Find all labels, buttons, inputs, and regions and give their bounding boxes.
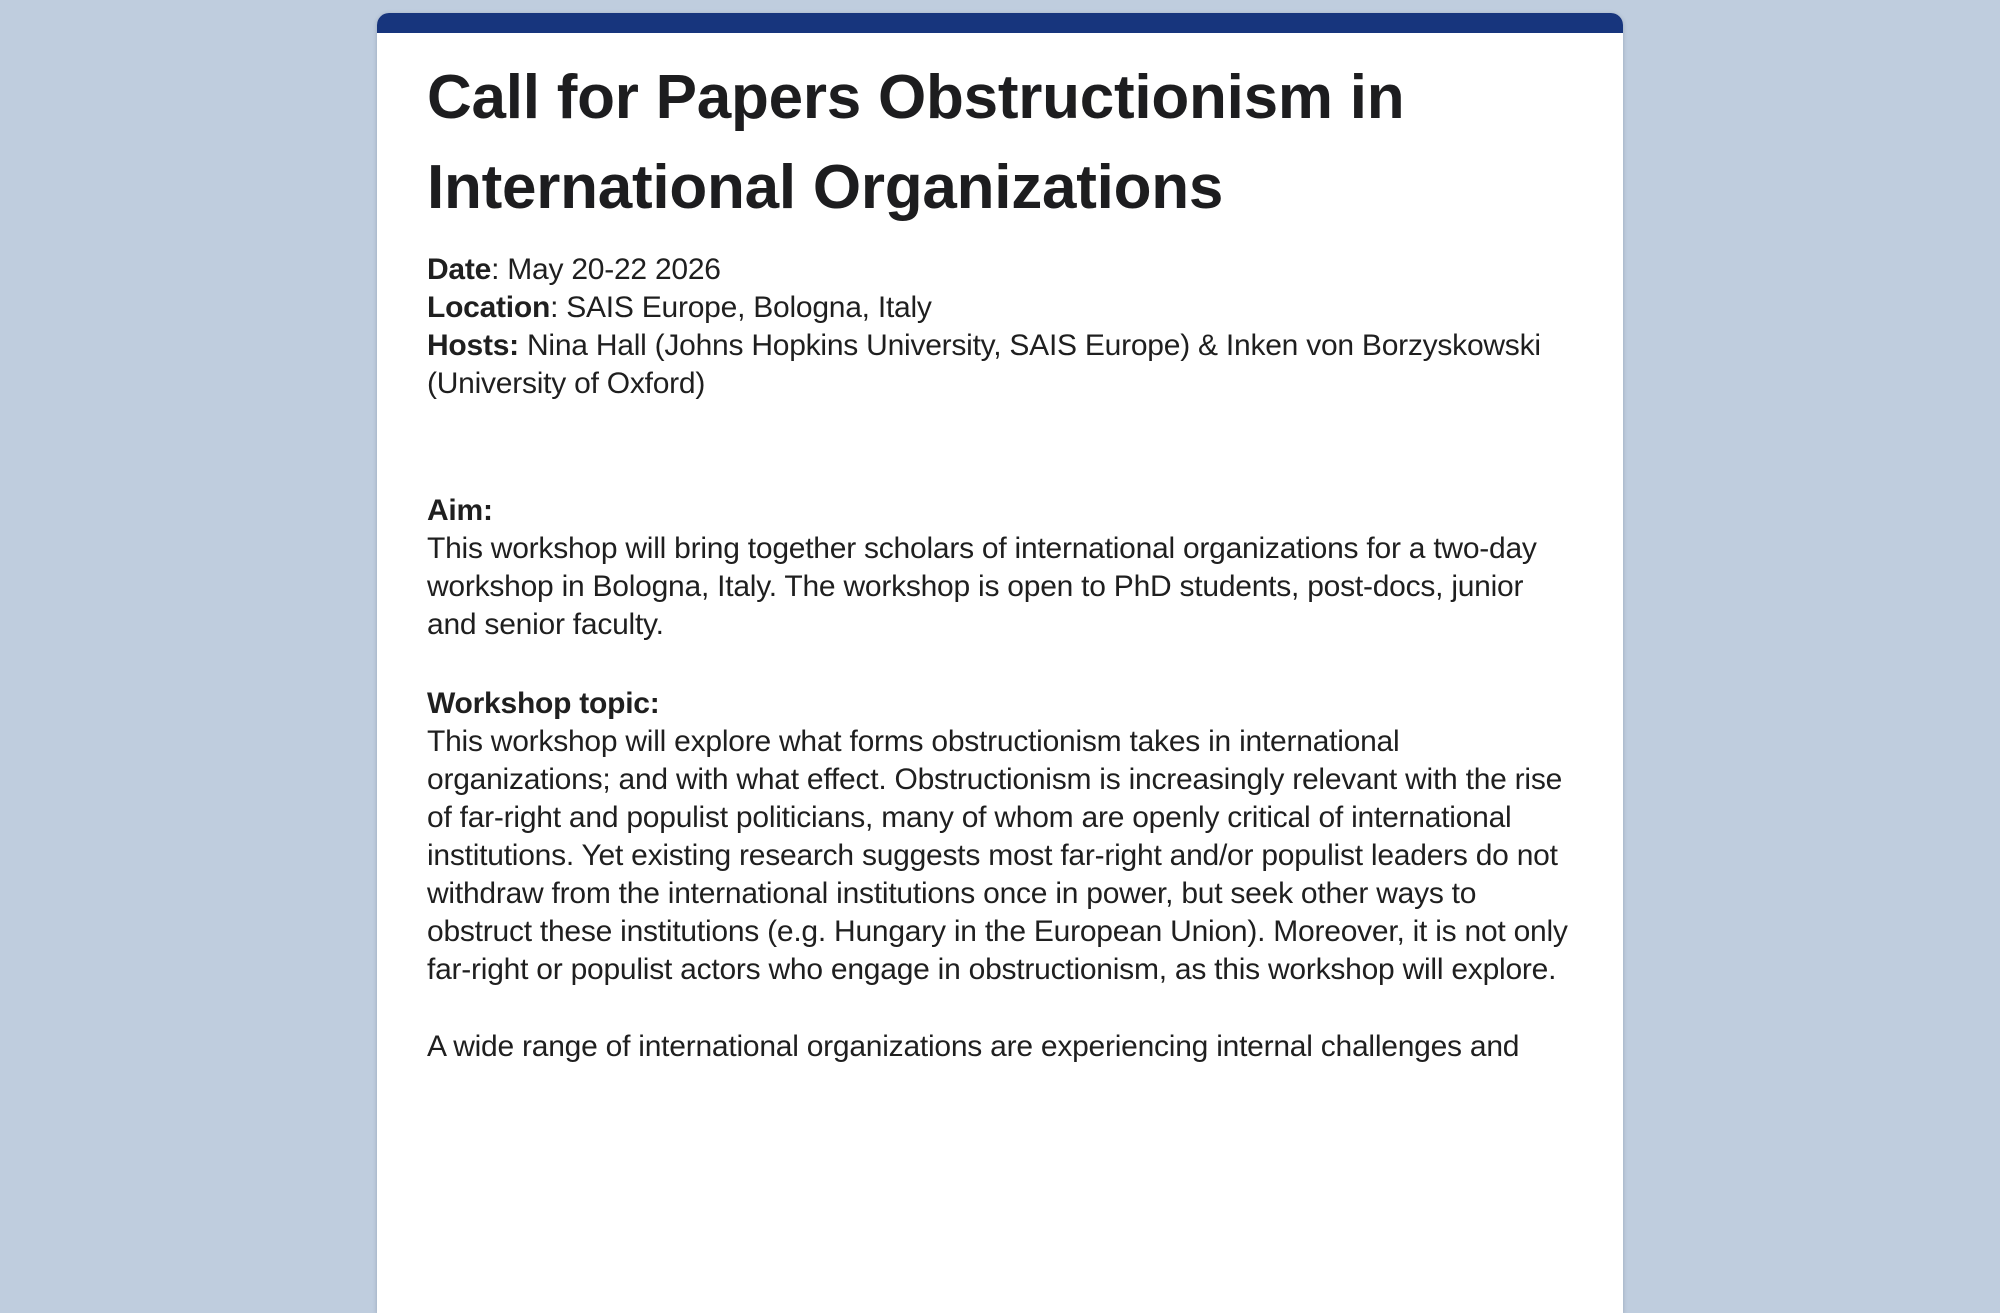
meta-value-location: : SAIS Europe, Bologna, Italy: [550, 291, 932, 324]
card-content: [377, 33, 1623, 1066]
section-aim: [427, 492, 1578, 644]
page-title: Call for Papers Obstructionism in International Organizations: [427, 63, 1405, 222]
meta-label-date: Date: [427, 253, 492, 286]
meta-value-hosts: Nina Hall (Johns Hopkins University, SAIS Europe) & Inken von Borzyskowski (University of Oxford): [427, 329, 1541, 400]
meta-label-location: Location: [427, 291, 551, 324]
meta-line-hosts: [427, 327, 1578, 403]
meta-label-hosts: Hosts:: [427, 329, 519, 362]
card-accent-bar: [377, 13, 1623, 33]
meta-value-date: : May 20-22 2026: [491, 253, 721, 286]
meta-line-date: [427, 251, 1578, 289]
section-workshop-topic-body: This workshop will explore what forms obstructionism takes in international organizations; and with what effect. Obstructionism is increasingly relevant with the rise of far-right and populist politicians, many of whom are openly critical of international institutions. Yet existing research suggests most far-right and/or populist leaders do not withdraw from the international institutions once in power, but seek other ways to obstruct these institutions (e.g. Hungary in the European Union). Moreover, it is not only far-right or populist actors who engage in obstructionism, as this workshop will explore.: [427, 725, 1568, 986]
section-aim-body: This workshop will bring together scholars of international organizations for a two-day workshop in Bologna, Italy. The workshop is open to PhD students, post-docs, junior and senior faculty.: [427, 532, 1537, 641]
truncated-paragraph: A wide range of international organizations are experiencing internal challenges and: [427, 1030, 1520, 1063]
meta-list: [427, 251, 1578, 403]
document-card: [377, 13, 1623, 1313]
section-aim-heading: Aim:: [427, 494, 493, 527]
meta-line-location: [427, 289, 1578, 327]
section-workshop-topic-heading: Workshop topic:: [427, 687, 660, 720]
section-workshop-topic: [427, 685, 1578, 989]
